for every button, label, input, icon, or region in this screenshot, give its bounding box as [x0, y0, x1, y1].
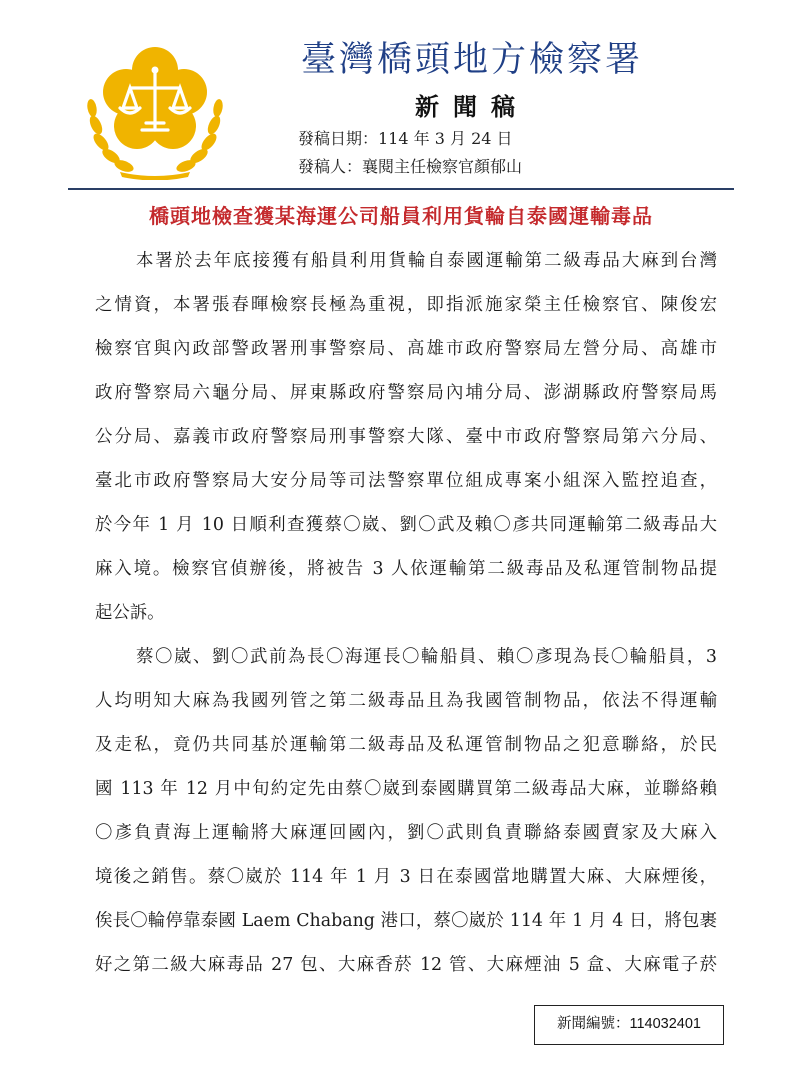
release-date: 發稿日期：114 年 3 月 24 日: [298, 129, 513, 148]
agency-name: 臺灣橋頭地方檢察署: [300, 40, 643, 80]
body-line: 公分局、嘉義市政府警察局刑事警察大隊、臺中市政府警察局第六分局、: [95, 427, 717, 447]
body-line: 麻入境。檢察官偵辦後，將被告 3 人依運輸第二級毒品及私運管制物品提: [95, 559, 717, 579]
body-line: 境後之銷售。蔡〇崴於 114 年 1 月 3 日在泰國當地購置大麻、大麻煙後，: [95, 867, 717, 887]
body-line: 國 113 年 12 月中旬約定先由蔡〇崴到泰國購買第二級毒品大麻，並聯絡賴: [95, 779, 717, 799]
body-line: 蔡〇崴、劉〇武前為長〇海運長〇輪船員、賴〇彥現為長〇輪船員，3: [136, 647, 717, 667]
news-id-box: 新聞編號：114032401: [534, 1005, 724, 1045]
document-type: 新聞稿: [415, 92, 529, 121]
body-line: 之情資，本署張春暉檢察長極為重視，即指派施家榮主任檢察官、陳俊宏: [95, 295, 717, 315]
issuer: 發稿人：襄閱主任檢察官顏郁山: [298, 157, 523, 176]
body-line: 好之第二級大麻毒品 27 包、大麻香菸 12 管、大麻煙油 5 盒、大麻電子菸: [95, 955, 717, 975]
body-line: 政府警察局六龜分局、屏東縣政府警察局內埔分局、澎湖縣政府警察局馬: [95, 383, 717, 403]
body-line: 本署於去年底接獲有船員利用貨輪自泰國運輸第二級毒品大麻到台灣: [136, 251, 717, 271]
headline: 橋頭地檢查獲某海運公司船員利用貨輪自泰國運輸毒品: [149, 204, 653, 228]
body-line: 俟長〇輪停靠泰國 Laem Chabang 港口，蔡〇崴於 114 年 1 月 4 日，將包裹: [95, 911, 717, 931]
body-line: 起公訴。: [95, 603, 165, 623]
header-divider: [68, 188, 734, 190]
body-line: 及走私，竟仍共同基於運輸第二級毒品及私運管制物品之犯意聯絡，於民: [95, 735, 717, 755]
body-line: 檢察官與內政部警政署刑事警察局、高雄市政府警察局左營分局、高雄市: [95, 339, 717, 359]
body-line: 人均明知大麻為我國列管之第二級毒品且為我國管制物品，依法不得運輸: [95, 691, 717, 711]
body-line: 〇彥負責海上運輸將大麻運回國內，劉〇武則負責聯絡泰國賣家及大麻入: [95, 823, 717, 843]
body-line: 臺北市政府警察局大安分局等司法警察單位組成專案小組深入監控追查，: [95, 471, 717, 491]
body-line: 於今年 1 月 10 日順利查獲蔡〇崴、劉〇武及賴〇彥共同運輸第二級毒品大: [95, 515, 717, 535]
prosecutors-office-emblem-icon: [80, 30, 230, 180]
